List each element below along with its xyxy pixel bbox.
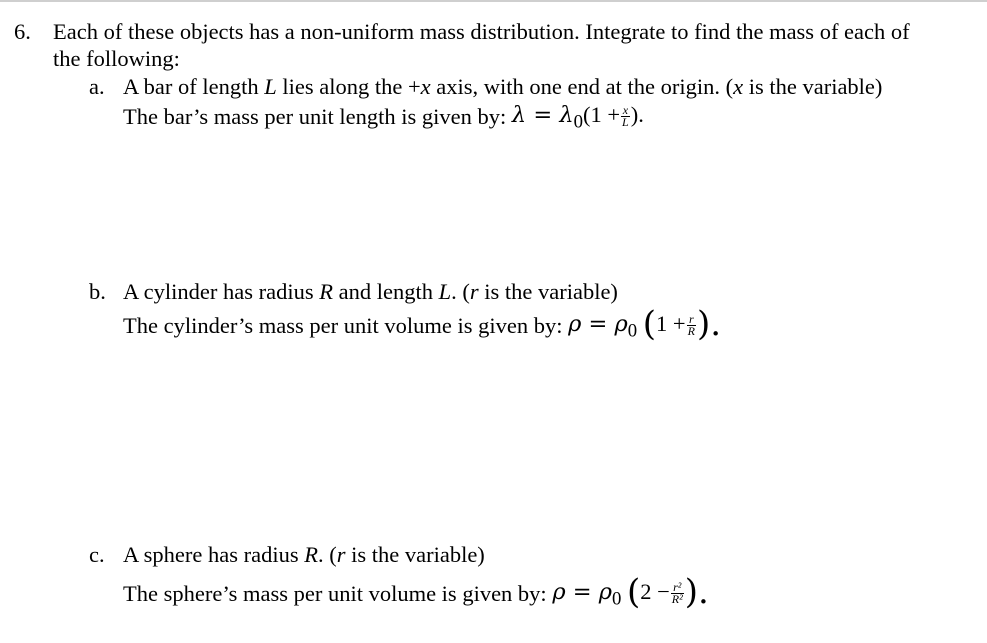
- part-c-description: A sphere has radius R. (r is the variable): [123, 542, 485, 567]
- part-a-fraction: $\frac{x}{L}$: [622, 103, 629, 130]
- part-a-label: a.: [89, 74, 105, 99]
- part-c-fraction: $\frac{\text{r²}}{\text{R²}}$: [671, 580, 683, 607]
- part-c-equation: $\rho = \rho_0$ (2 − $\frac{\text{r²}}{\text{R²}}$ ).: [552, 572, 709, 612]
- part-b-density-statement: The cylinder’s mass per unit volume is given by: $\rho = \rho_0$ (1 + $\frac{r}{R}$ ).: [123, 304, 722, 344]
- part-b-equation: $\rho = \rho_0$ (1 + $\frac{r}{R}$ ).: [568, 304, 722, 344]
- part-a-description: A bar of length L lies along the +x axis, with one end at the origin. (x is the variable): [123, 74, 883, 99]
- question-number: 6.: [14, 19, 31, 44]
- part-b-label: b.: [89, 279, 106, 304]
- part-a-density-statement: The bar’s mass per unit length is given by: $\lambda = \lambda_0(1$ + $\frac{x}{L}$ ).: [123, 101, 644, 137]
- part-b-description: A cylinder has radius R and length L. (r is the variable): [123, 279, 618, 304]
- part-c-density-statement: The sphere’s mass per unit volume is given by: $\rho = \rho_0$ (2 − $\frac{\text{r²}}{\text{R²}}$ ).: [123, 572, 709, 612]
- top-divider: [0, 0, 987, 2]
- part-a-equation: $\lambda = \lambda_0(1$ + $\frac{x}{L}$ ).: [511, 102, 644, 133]
- part-b-fraction: $\frac{r}{R}$: [687, 312, 695, 339]
- question-text-line-1: Each of these objects has a non-uniform mass distribution. Integrate to find the mass of each of: [53, 19, 910, 44]
- question-text-line-2: the following:: [53, 46, 180, 71]
- part-c-label: c.: [89, 542, 105, 567]
